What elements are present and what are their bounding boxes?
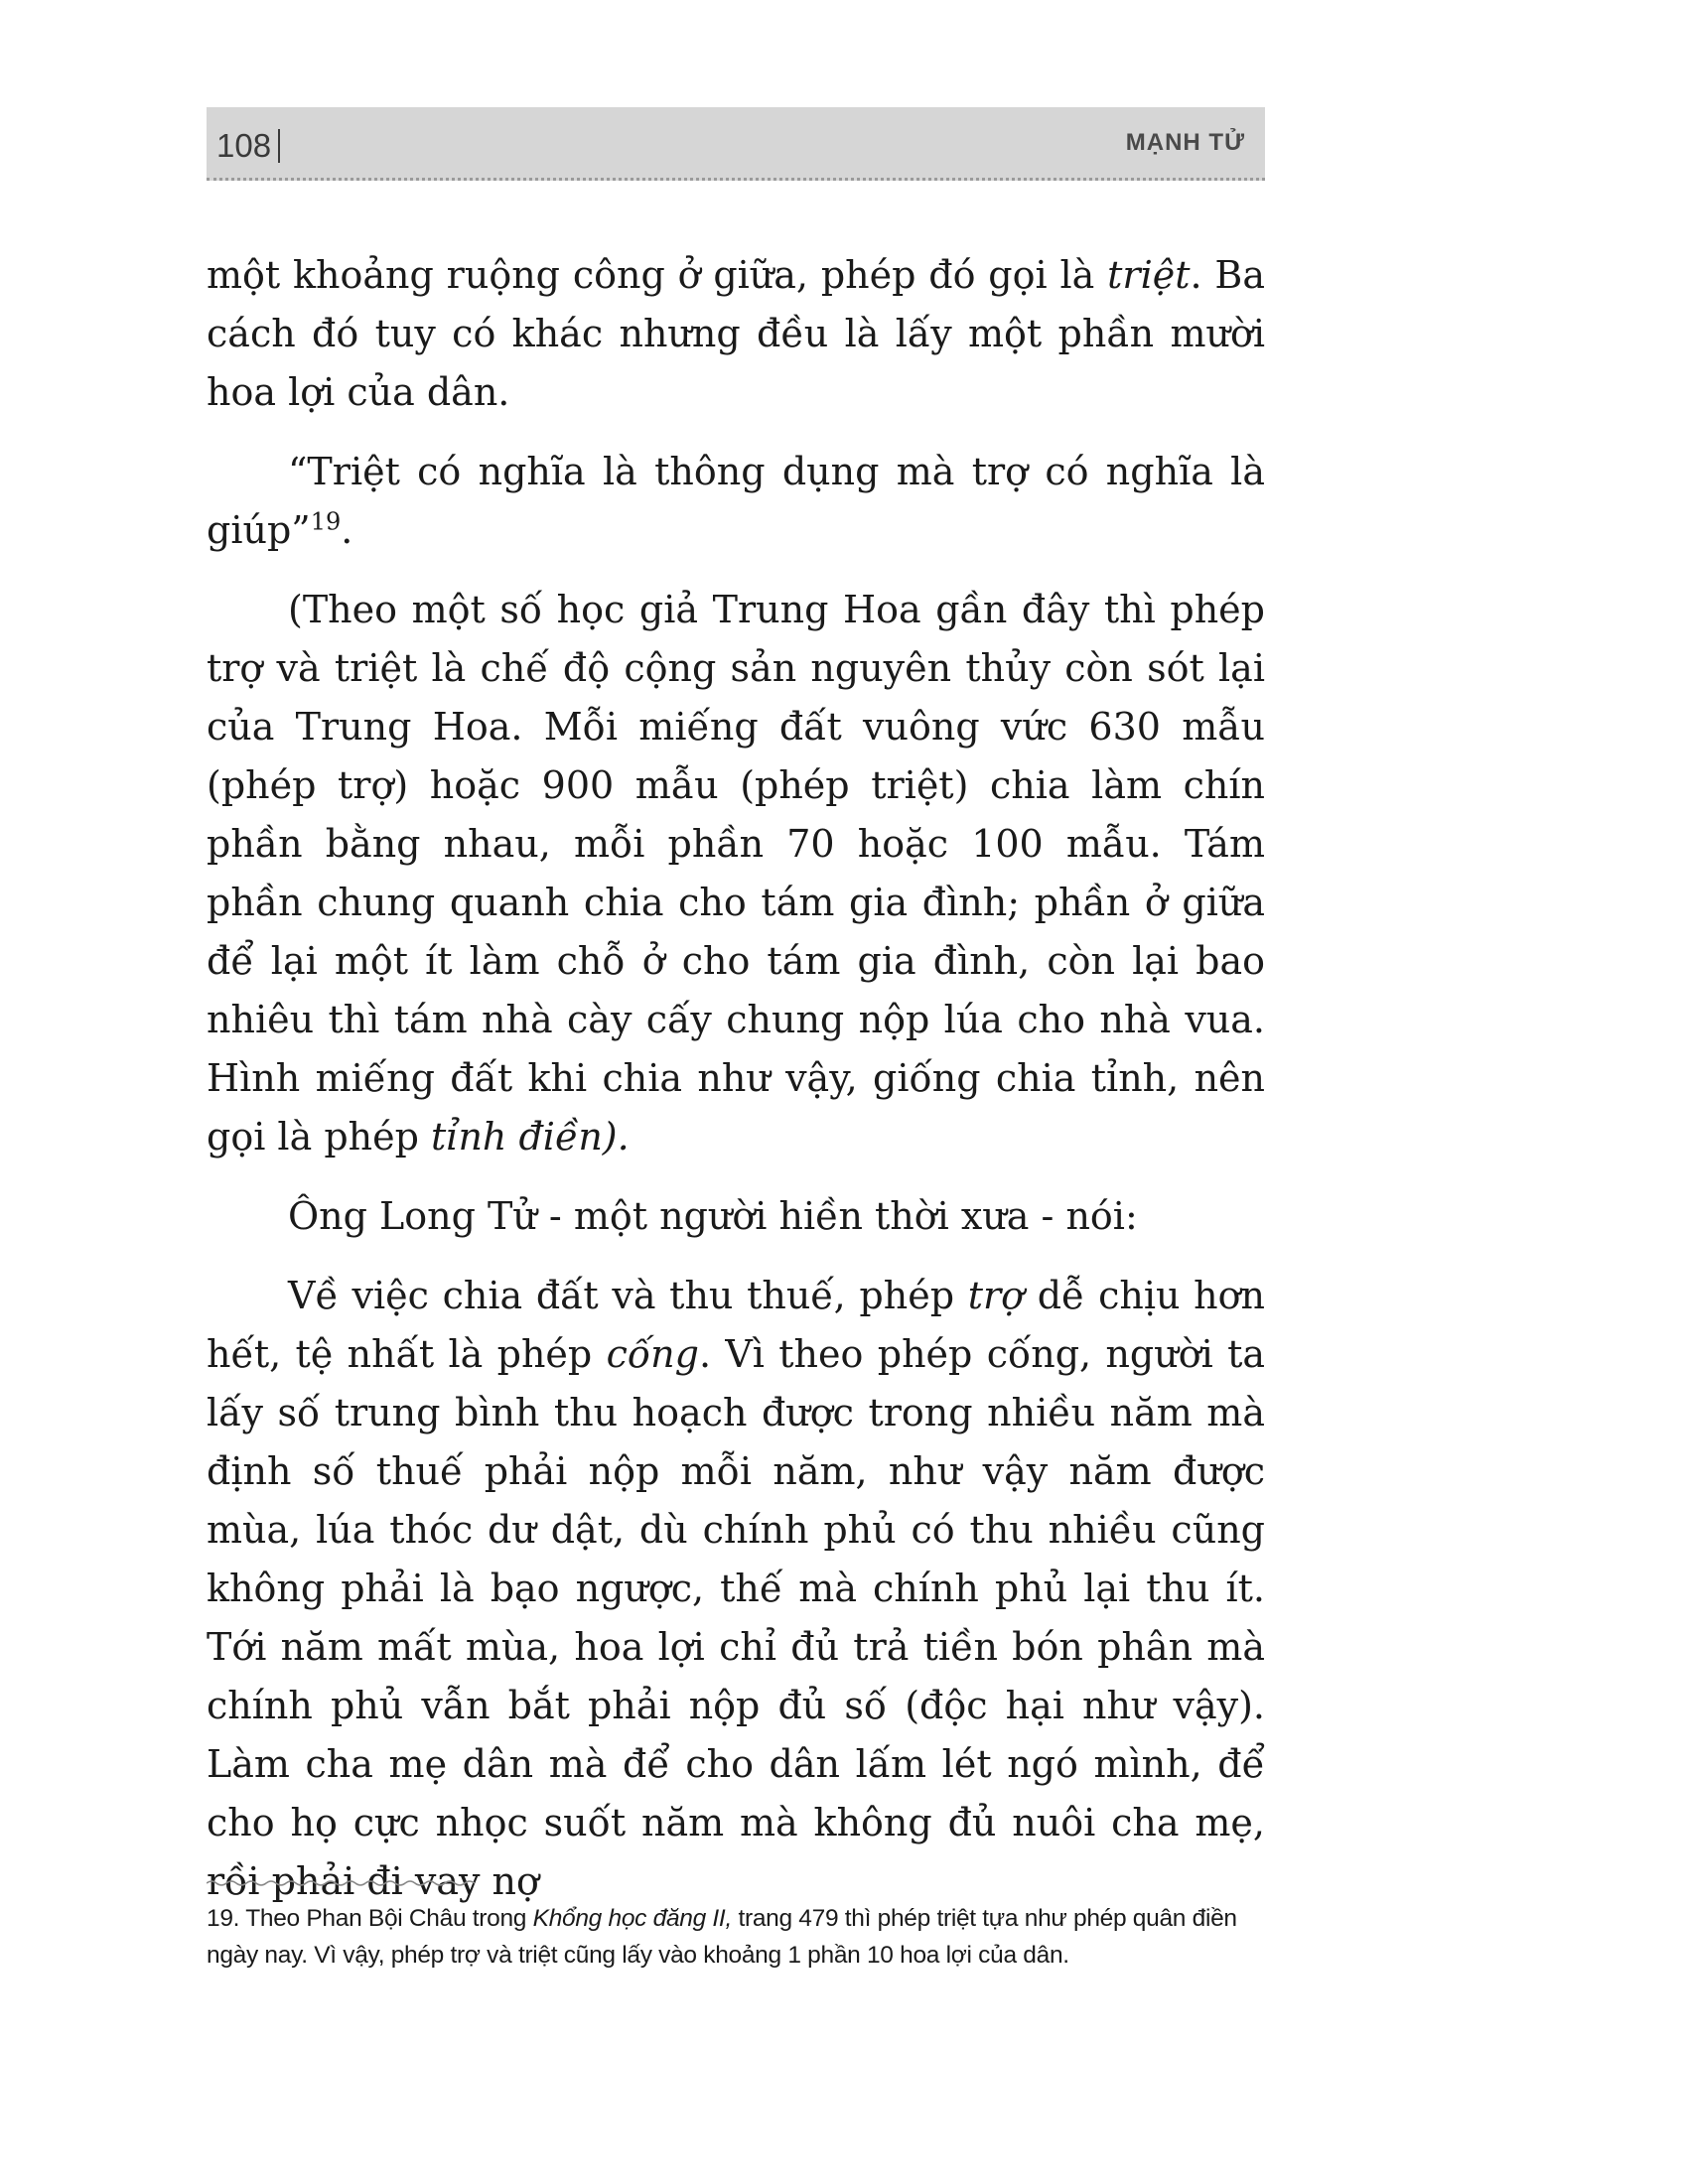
main-text [207,246,1265,1911]
paragraph-3-italic: tỉnh điền). [431,1115,630,1159]
paragraph-2-end: . [341,508,353,552]
paragraph-3-text-a: (Theo một số học giả Trung Hoa gần đây thì phép trợ và triệt là chế độ cộng sản nguyên thủy còn sót lại của Trung Hoa. Mỗi miếng đất vuông vức 630 mẫu (phép trợ) hoặc 900 mẫu (phép triệt) chia làm chín phần bằng nhau, mỗi phần 70 hoặc 100 mẫu. Tám phần chung quanh chia cho tám gia đình; phần ở giữa để lại một ít làm chỗ ở cho tám gia đình, còn lại bao nhiêu thì tám nhà cày cấy chung nộp lúa cho nhà vua. Hình miếng đất khi chia như vậy, giống chia tỉnh, nên gọi là phép [207,588,1265,1159]
footnote-19 [207,1900,1265,1974]
page-number: 108 [216,127,272,164]
running-title: MẠNH TỬ [1125,129,1245,156]
paragraph-2-text: “Triệt có nghĩa là thông dụng mà trợ có nghĩa là giúp” [207,450,1265,552]
footnote-book-title: Khổng học đăng II, [532,1905,732,1932]
footnote-text-a: 19. Theo Phan Bội Châu trong [207,1905,533,1932]
footnote-reference: 19 [310,507,342,536]
paragraph-5-text-c: dễ chịu hơn hết, tệ nhất là phép [207,1274,1265,1376]
paragraph-4: Ông Long Tử - một người hiền thời xưa - nói: [288,1194,1138,1238]
paragraph-1 [207,246,1265,422]
footnote [207,1900,1265,1974]
paragraph-5-italic-2: cống [606,1332,699,1376]
paragraph-2 [207,443,1265,560]
footnote-text-c: trang 479 thì phép triệt tựa như phép quân điền ngày nay. Vì vậy, phép trợ và triệt cũng lấy vào khoảng 1 phần 10 hoa lợi của dân. [207,1905,1237,1969]
running-header [207,107,1265,181]
paragraph-1-text-c: . Ba cách đó tuy có khác nhưng đều là lấy một phần mười hoa lợi của dân. [207,253,1265,414]
paragraph-1-italic: triệt [1107,253,1191,297]
paragraph-5-text-a: Về việc chia đất và thu thuế, phép [288,1274,968,1317]
paragraph-5 [207,1267,1265,1911]
paragraph-5-text-e: . Vì theo phép cống, người ta lấy số trung bình thu hoạch được trong nhiều năm mà định số thuế phải nộp mỗi năm, như vậy năm được mùa, lúa thóc dư dật, dù chính phủ có thu nhiều cũng không phải là bạo ngược, thế mà chính phủ lại thu ít. Tới năm mất mùa, hoa lợi chỉ đủ trả tiền bón phân mà chính phủ vẫn bắt phải nộp đủ số (độc hại như vậy). Làm cha mẹ dân mà để cho dân lấm lét ngó mình, để cho họ cực nhọc suốt năm mà không đủ nuôi cha mẹ, rồi phải đi vay nợ [207,1332,1266,1903]
paragraph-5-italic-1: trợ [967,1274,1025,1317]
footnote-divider [207,1879,475,1887]
header-separator [278,129,280,163]
paragraph-1-text-a: một khoảng ruộng công ở giữa, phép đó gọi là [207,253,1108,297]
paragraph-3 [207,581,1265,1166]
